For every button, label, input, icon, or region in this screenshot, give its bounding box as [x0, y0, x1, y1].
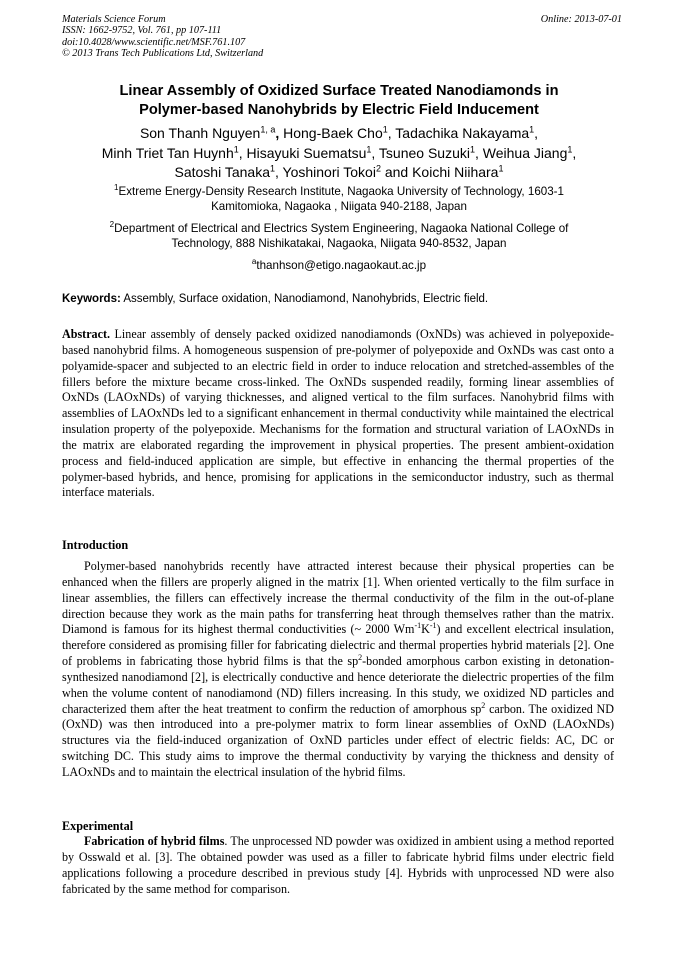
intro-text: carbon. The oxidized ND (OxND) was then introduced into a pre-polymer matrix to form linear assemblies of OxND (LAOxNDs) structures via the field-induced organization of OxND particles under effect of electric fields: AC, DC or switching DC. This study aims to improve the thermal conductivity by varying the thickness and density of LAOxNDs and to maintain the electrical insulation of the hybrid films.	[62, 701, 614, 779]
author-name: Son Thanh Nguyen	[139, 125, 261, 141]
author-affiliation-mark: 1	[366, 143, 372, 154]
author-line-2: Minh Triet Tan Huynh$^1$, Hisayuki Suematsu$^1$, Tsuneo Suzuki$^1$, Weihua Jiang$^1$,	[101, 143, 577, 161]
experimental-paragraph	[62, 834, 614, 897]
intro-text: K	[421, 622, 430, 637]
affiliation-text: Extreme Energy-Density Research Institute, Nagaoka University of Technology, 1603-1	[118, 185, 564, 198]
author-line-3: Satoshi Tanaka$^1$, Yoshinori Tokoi$^2$ and Koichi Niihara$^1$	[174, 163, 504, 180]
experimental-text: . The unprocessed ND powder was oxidized in ambient using a method reported by Osswald et al. [3]. The obtained powder was used as a filler to fabricate hybrid films under electric field applications following a procedure described in previous study [4]. Hybrids with unprocessed ND were also fabricated by the same method for comparison.	[62, 834, 615, 896]
author-affiliation-mark: 1	[529, 124, 535, 135]
intro-superscript: -1	[429, 621, 437, 631]
affiliation-text: Department of Electrical and Electrics System Engineering, Nagaoka National College of	[114, 222, 569, 235]
keywords	[62, 292, 616, 307]
author-name: Tsuneo Suzuki	[378, 144, 470, 161]
keywords-label: Keywords:	[62, 293, 121, 305]
title-line-1: Linear Assembly of Oxidized Surface Treated Nanodiamonds in	[119, 83, 559, 99]
abstract	[62, 327, 614, 501]
email-address[interactable]: thanhson@etigo.nagaokaut.ac.jp	[256, 259, 427, 272]
experimental-heading: Experimental	[62, 819, 134, 833]
email-mark: a	[251, 257, 257, 267]
affiliation-text: Kamitomioka, Nagaoka , Niigata 940-2188, Japan	[211, 200, 467, 213]
experimental-subheading: Fabrication of hybrid films	[84, 834, 225, 848]
affiliation-mark: 1	[114, 183, 119, 193]
author-affiliation-mark: 1	[498, 163, 504, 174]
author-affiliation-mark: 1	[233, 143, 239, 154]
author-affiliation-mark: 1, a	[260, 124, 276, 135]
journal-name: Materials Science Forum	[62, 14, 166, 25]
journal-issn: ISSN: 1662-9752, Vol. 761, pp 107-111	[62, 25, 222, 37]
author-name: Koichi Niihara	[412, 164, 499, 180]
author-list	[56, 124, 622, 183]
title-line-2: Polymer-based Nanohybrids by Electric Field Inducement	[139, 102, 539, 118]
intro-superscript: -1	[414, 621, 422, 631]
author-affiliation-mark: 2	[375, 163, 381, 174]
affiliation-mark: 2	[109, 220, 115, 230]
author-name: Tadachika Nakayama	[395, 125, 530, 141]
online-date: Online: 2013-07-01	[540, 14, 622, 25]
intro-superscript: 2	[358, 653, 363, 663]
author-name: Minh Triet Tan Huynh	[101, 144, 234, 161]
author-affiliation-mark: 1	[269, 163, 275, 174]
keywords-text: Assembly, Surface oxidation, Nanodiamond, Nanohybrids, Electric field.	[123, 293, 489, 305]
affiliation-2	[62, 221, 616, 251]
author-affiliation-mark: 1	[382, 124, 388, 135]
journal-copyright: © 2013 Trans Tech Publications Ltd, Switzerland	[62, 48, 264, 60]
author-conjunction: and	[384, 164, 409, 180]
author-name: Yoshinori Tokoi	[282, 164, 376, 180]
introduction-heading: Introduction	[62, 538, 129, 552]
author-name: Hong-Baek Cho	[283, 125, 383, 141]
journal-doi: doi:10.4028/www.scientific.net/MSF.761.107	[62, 36, 246, 48]
intro-text: ) and excellent electrical insulation, therefore considered as promising filler for fabricating dielectric and thermal properties hybrid materials [2]. One of problems in fabricating those hybrid films is that the sp	[62, 622, 614, 669]
author-name: Hisayuki Suematsu	[246, 144, 367, 161]
abstract-text: Linear assembly of densely packed oxidized nanodiamonds (OxNDs) was achieved in polyepoxide-based nanohybrid films. A homogeneous suspension of pre-polymer of polyepoxide and OxNDs was cast onto a polyamide-spacer and subjected to an electric field in order to induce relocation and stretched-assembles of the fillers before the mixture became cross-linked. The OxNDs suspended readily, forming linear assemblies of OxNDs (LAOxNDs) of varying thicknesses, and aligned vertical to the film surfaces. Nanohybrid films with assemblies of LAOxNDs led to a significant enhancement in thermal conductivity while maintained the electrical insulation property of the polyepoxide. Mechanisms for the formation and structural variation of LAOxNDs in the matrix are elaborated regarding the improvement in physical properties. The present ambient-oxidation process and field-induced application are simple, but effective in enhancing the thermal properties of the polymer-based hybrids, and hence, promising for applications in the semiconductor industry, such as thermal interface materials.	[62, 327, 614, 500]
paper-title	[62, 82, 616, 120]
journal-header	[62, 14, 622, 60]
author-line-1: Son Thanh Nguyen$^{1, a}$, Hong-Baek Cho$^1$, Tadachika Nakayama$^1$,	[139, 124, 539, 141]
author-name: Satoshi Tanaka	[174, 164, 270, 180]
abstract-label: Abstract.	[62, 327, 111, 341]
author-affiliation-mark: 1	[469, 143, 475, 154]
corresponding-email	[62, 258, 616, 273]
author-name: Weihua Jiang	[482, 144, 568, 161]
introduction-paragraph	[62, 559, 614, 781]
intro-text: -bonded amorphous carbon existing in detonation-synthesized nanodiamond [2], is electrically conductive and hence deteriorate the dielectric properties of the film when the volume content of nanodiamond (ND) fillers increasing. In this study, we oxidized ND particles and characterized them after the heat treatment to confirm the reduction of amorphous sp	[62, 654, 614, 716]
intro-superscript: 2	[481, 700, 486, 710]
affiliation-1	[62, 184, 616, 214]
author-affiliation-mark: 1	[567, 143, 573, 154]
affiliation-text: Technology, 888 Nishikatakai, Nagaoka, Niigata 940-8532, Japan	[171, 237, 507, 250]
intro-text: Polymer-based nanohybrids recently have attracted interest because their physical properties can be enhanced when the fillers are properly aligned in the matrix [1]. When oriented vertically to the film surface in linear assemblies, the fillers can effectively increase the thermal conductivity of the film in the out-of-plane direction because they work as the main paths for transferring heat through themselves rather than the matrix. Diamond is famous for its highest thermal conductivities (~ 2000 Wm	[62, 559, 614, 637]
